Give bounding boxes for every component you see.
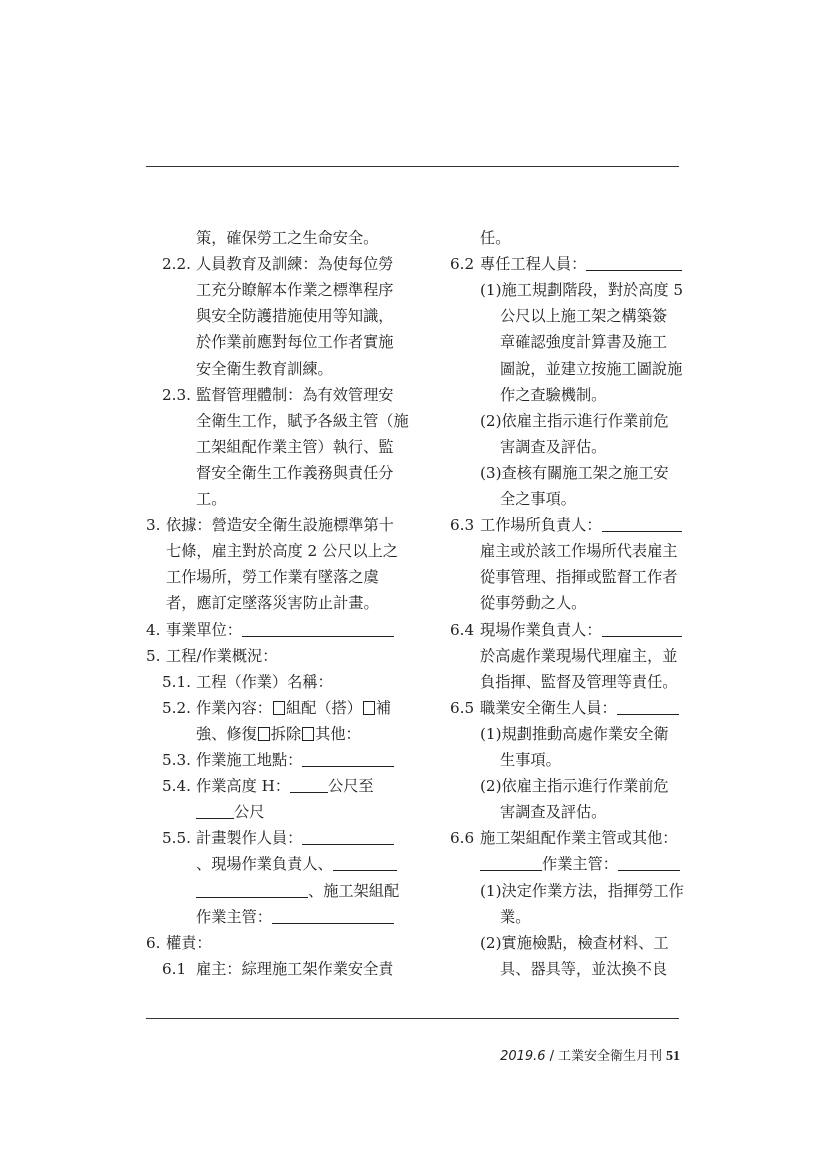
line-text	[196, 332, 393, 352]
line-content: 策，確保勞工之生命安全。	[196, 229, 379, 247]
page-footer	[500, 1045, 680, 1065]
item-number: 6.1	[162, 959, 187, 978]
line-content: 工架組配作業主管）執行、監	[196, 437, 394, 456]
line-text	[480, 776, 669, 796]
line-text	[480, 228, 510, 248]
line-content: 從事管理、指揮或監督工作者	[480, 568, 678, 587]
header-rule	[146, 166, 679, 167]
line-content: 督安全衛生工作義務與責任分	[196, 463, 394, 482]
line-content: 七條，雇主對於高度 2 公尺以上之	[166, 542, 398, 561]
line-content: 職業安全衛生人員：	[480, 698, 617, 717]
line-content: (2)依雇主指示進行作業前危	[480, 411, 669, 430]
line-content: 與安全防護措施使用等知識，	[196, 307, 394, 326]
line-text	[196, 750, 394, 770]
option-assemble: 組配（搭）	[285, 698, 362, 717]
line-content: 害調查及評估。	[500, 803, 607, 822]
line-content: 作之查驗機制。	[500, 385, 607, 404]
line-content: 安全衛生教育訓練。	[196, 359, 333, 378]
fill-in-blank	[602, 517, 682, 532]
fill-in-blank	[480, 856, 542, 871]
line-text	[196, 254, 393, 274]
line-text	[480, 933, 669, 953]
line-content: 監督管理體制：為有效管理安	[196, 385, 394, 404]
line-text	[480, 698, 679, 718]
line-content: (2)依雇主指示進行作業前危	[480, 777, 669, 796]
line-text	[500, 385, 606, 405]
line-text	[196, 854, 397, 874]
line-text	[196, 776, 374, 796]
line-content: 人員教育及訓練：為使每位勞	[196, 255, 394, 274]
item-number: 3.	[146, 516, 161, 535]
line-text	[480, 280, 683, 300]
line-content: 、施工架組配	[308, 881, 400, 900]
line-content: 計畫製作人員：	[196, 829, 303, 848]
line-text	[166, 620, 394, 640]
issue-date: 2019.6	[500, 1049, 546, 1064]
line-text	[480, 515, 682, 535]
footer-separator: /	[549, 1049, 554, 1064]
option-other: 其他：	[315, 724, 361, 743]
fill-in-blank	[302, 830, 394, 845]
line-text	[196, 385, 393, 405]
fill-in-blank	[196, 804, 234, 819]
line-content: 生事項。	[500, 751, 561, 769]
line-text	[500, 359, 682, 379]
checkbox	[363, 701, 375, 715]
line-text	[166, 567, 379, 587]
line-text	[500, 332, 667, 352]
line-content: (1)規劃推動高處作業安全衛	[480, 724, 669, 743]
line-suffix: 公尺至	[328, 777, 374, 796]
option-reinforce: 補	[375, 698, 392, 717]
item-number: 6.4	[450, 620, 475, 639]
line-content: 作業主管：	[542, 855, 618, 874]
line-content: 章確認強度計算書及施工	[500, 333, 668, 352]
line-content: 圖說，並建立按施工圖說施	[500, 359, 683, 378]
line-text	[196, 881, 399, 901]
line-text	[196, 489, 226, 509]
line-content: 於高處作業現場代理雇主，並	[480, 646, 678, 665]
item-number: 5.4.	[162, 777, 191, 796]
item-number: 2.2.	[162, 255, 191, 274]
line-text	[166, 541, 398, 561]
line-content: 工程/作業概況：	[166, 646, 278, 665]
fill-in-blank	[333, 856, 397, 871]
line-text	[166, 515, 394, 535]
fill-in-blank	[242, 622, 394, 637]
line-content: 權責：	[166, 933, 212, 952]
line-text	[480, 828, 677, 848]
line-text	[196, 828, 394, 848]
line-text	[480, 411, 669, 431]
line-text	[196, 802, 264, 822]
line-text	[196, 463, 393, 483]
line-content: 作業施工地點：	[196, 751, 303, 769]
line-content: 雇主：綜理施工架作業安全責	[196, 959, 394, 978]
journal-title: 工業安全衛生月刊	[557, 1049, 662, 1064]
line-content: 負指揮、監督及管理等責任。	[480, 672, 678, 691]
line-content: 公尺	[234, 803, 265, 822]
line-content: 任。	[480, 229, 511, 247]
line-content: 業。	[500, 907, 531, 926]
checkbox	[302, 727, 314, 741]
line-text	[480, 646, 677, 666]
fill-in-blank	[618, 856, 680, 871]
line-text	[196, 228, 378, 248]
item-number: 5.5.	[162, 829, 191, 848]
line-text	[500, 489, 576, 509]
line-text	[196, 672, 333, 692]
line-content: 全之事項。	[500, 490, 576, 508]
item-number: 6.	[146, 933, 161, 952]
line-content: 於作業前應對每位工作者實施	[196, 333, 394, 352]
line-text	[166, 593, 379, 613]
line-text	[196, 437, 393, 457]
item-number: 6.6	[450, 829, 475, 848]
line-text	[166, 933, 212, 953]
line-content: 、現場作業負責人、	[196, 855, 333, 874]
line-content: 事業單位：	[166, 620, 242, 639]
form-label: 作業內容：	[196, 698, 272, 717]
item-number: 5.3.	[162, 751, 191, 769]
line-content: 者，應訂定墜落災害防止計畫。	[166, 594, 379, 613]
line-text	[500, 959, 667, 979]
line-text	[480, 541, 677, 561]
item-number: 6.5	[450, 698, 475, 717]
line-content: (3)查核有關施工架之施工安	[480, 463, 669, 482]
line-content: 作業主管：	[196, 907, 272, 926]
line-text	[480, 463, 669, 483]
line-text	[500, 437, 606, 457]
page-number: 51	[666, 1049, 680, 1064]
line-content: 工。	[196, 490, 227, 508]
line-content: 全衛生工作，賦予各級主管（施	[196, 411, 409, 430]
line-content: 工程（作業）名稱：	[196, 672, 333, 691]
item-number: 4.	[146, 620, 161, 639]
fill-in-blank	[617, 700, 679, 715]
line-text	[196, 724, 361, 744]
line-text	[480, 854, 680, 874]
line-text	[500, 802, 606, 822]
checkbox	[258, 727, 270, 741]
line-text	[480, 593, 586, 613]
line-content: 工充分瞭解本作業之標準程序	[196, 281, 394, 300]
item-number: 2.3.	[162, 385, 191, 404]
line-text	[480, 672, 677, 692]
item-number: 5.1.	[162, 672, 191, 691]
line-content: 公尺以上施工架之構築簽	[500, 307, 668, 326]
line-text	[196, 306, 393, 326]
fill-in-blank	[290, 778, 328, 793]
item-number: 6.2	[450, 255, 475, 274]
line-content: 依據：營造安全衛生設施標準第十	[166, 516, 394, 535]
line-text	[196, 359, 333, 379]
item-number: 5.2.	[162, 698, 191, 717]
line-text	[196, 959, 393, 979]
item-number: 5.	[146, 646, 161, 665]
line-content: 具、器具等，並汰換不良	[500, 959, 668, 978]
line-text	[500, 750, 561, 770]
fill-in-blank	[272, 909, 394, 924]
line-content: 專任工程人員：	[480, 255, 587, 274]
line-text	[166, 646, 277, 666]
line-content: 從事勞動之人。	[480, 594, 587, 613]
line-content: 施工架組配作業主管或其他：	[480, 829, 678, 848]
item-number: 6.3	[450, 516, 475, 535]
line-content: (1)決定作業方法，指揮勞工作	[480, 881, 684, 900]
line-content: 作業高度 H：	[196, 777, 291, 796]
line-content: (1)施工規劃階段，對於高度 5	[480, 281, 684, 300]
option-repair: 強、修復	[196, 724, 257, 743]
line-text	[480, 620, 682, 640]
line-text	[196, 907, 394, 927]
footer-rule	[146, 1018, 679, 1019]
checkbox	[273, 701, 285, 715]
line-content: 現場作業負責人：	[480, 620, 602, 639]
line-content: 工作場所負責人：	[480, 516, 602, 535]
fill-in-blank	[196, 883, 308, 898]
line-text	[196, 280, 393, 300]
line-text	[480, 567, 677, 587]
option-dismantle: 拆除	[270, 724, 302, 743]
line-text	[480, 254, 682, 274]
line-text	[500, 306, 667, 326]
line-text	[480, 724, 669, 744]
line-text	[480, 881, 684, 901]
fill-in-blank	[602, 622, 682, 637]
line-content: (2)實施檢點，檢查材料、工	[480, 933, 669, 952]
line-content: 雇主或於該工作場所代表雇主	[480, 542, 678, 561]
line-text	[500, 907, 530, 927]
line-content: 工作場所，勞工作業有墜落之虞	[166, 568, 379, 587]
line-text	[196, 411, 409, 431]
line-content: 害調查及評估。	[500, 437, 607, 456]
fill-in-blank	[586, 256, 682, 271]
line-text	[196, 698, 391, 718]
fill-in-blank	[302, 752, 394, 767]
